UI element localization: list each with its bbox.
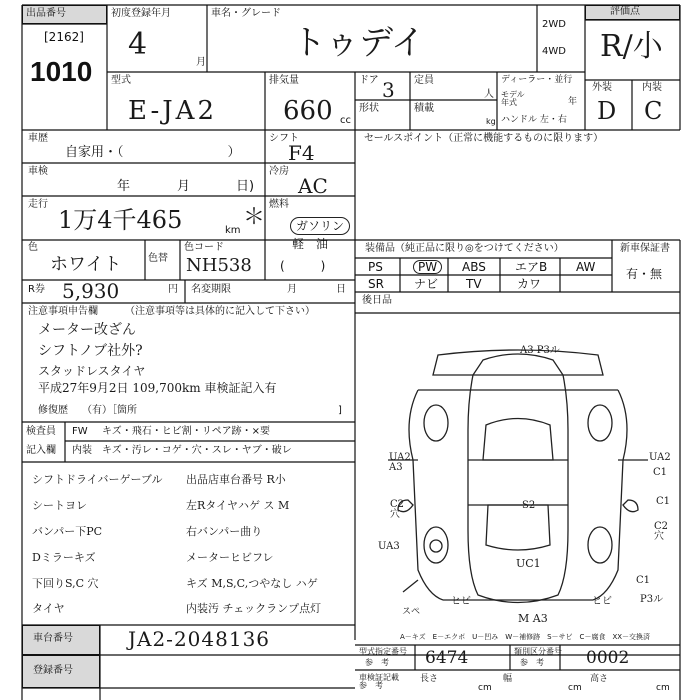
diagram-mark: P3ル: [640, 594, 664, 605]
ac-value: AC: [298, 174, 328, 198]
inspection-year: 年: [117, 179, 131, 194]
name-change-label: 名変期限: [191, 284, 231, 295]
repair-end: ]: [338, 405, 342, 416]
inspector-note-right: メーターヒビフレ: [186, 551, 274, 564]
inspection-month: 月: [177, 179, 191, 194]
diagram-mark: C1: [636, 575, 651, 586]
width-label: 幅: [503, 674, 513, 684]
checks-row1-tag: FW: [72, 426, 88, 437]
model-year-label: モデル年式: [501, 90, 525, 107]
int-value: C: [644, 97, 663, 125]
model-year-unit: 年: [568, 97, 578, 107]
checks-row1: キズ・飛石・ヒビ割・リペア跡・×要: [102, 426, 270, 437]
fuel-paren: ( ): [280, 259, 326, 273]
dealer-label: ディーラー・並行: [501, 75, 573, 85]
equip-tv: TV: [466, 277, 482, 291]
warranty-label: 新車保証書: [620, 243, 670, 254]
first-reg-month: 月: [196, 57, 206, 68]
history-label: 車歴: [28, 133, 48, 144]
handle-label: ハンドル 左・右: [501, 115, 567, 125]
drive-2wd: 2WD: [542, 19, 566, 30]
note-line-2: シフトノブ社外?: [38, 343, 143, 359]
int-label: 内装: [642, 82, 662, 93]
equip-sr: SR: [368, 277, 384, 291]
cert-label: 車検証記載 参 考: [359, 673, 399, 690]
diagram-mark: C1: [656, 496, 671, 507]
color-swap-label: 色替: [148, 253, 168, 264]
mileage-mark: ＊: [243, 205, 266, 230]
model-label: 型式: [111, 75, 131, 86]
width-unit: cm: [568, 683, 582, 693]
length-label: 長さ: [420, 674, 439, 684]
color-code-value: NH538: [186, 255, 252, 276]
diagram-mark: C1: [653, 467, 668, 478]
capacity-label: 定員: [414, 75, 434, 86]
color-value: ホワイト: [50, 254, 122, 275]
inspector-note-left: シートヨレ: [32, 499, 87, 512]
grade-label: 評価点: [610, 6, 640, 17]
doors-label: ドア: [359, 75, 379, 86]
inspector-note-right: 出品店車台番号 R小: [186, 473, 286, 486]
model-value: E-JA2: [128, 96, 217, 126]
checks-row2-tag: 内装: [72, 445, 92, 456]
sales-point-label: セールスポイント（正常に機能するものに限ります）: [364, 133, 604, 144]
grade-value: R/小: [600, 29, 663, 64]
repair-label: 修復歴: [38, 405, 68, 416]
height-unit: cm: [656, 683, 670, 693]
equipment-label: 装備品（純正品に限り◎をつけてください）: [365, 243, 564, 254]
capacity-unit: 人: [484, 89, 494, 100]
mileage-value: 1万4千465: [58, 206, 183, 234]
checks-label-1: 検査員: [26, 426, 56, 437]
mileage-unit: km: [225, 225, 241, 236]
car-body-diagram: [358, 330, 678, 620]
inspector-note-left: シフトドライバーゲーブル: [32, 473, 163, 486]
ext-value: D: [597, 97, 617, 125]
checks-label-2: 記入欄: [26, 445, 56, 456]
fuel-label: 燃料: [269, 199, 289, 210]
name-change-day: 日: [336, 284, 346, 295]
fuel-gasoline: ガソリン: [290, 217, 350, 235]
first-reg-label: 初度登録年月: [111, 8, 171, 19]
diagram-legend: A－キズ E－エクボ U－凹み W－補修跡 S－サビ C－腐食 XX－交換済: [400, 633, 651, 641]
class-value: 0002: [586, 648, 630, 668]
car-name-value: トゥデイ: [292, 23, 425, 63]
doors-value: 3: [382, 78, 395, 102]
diagram-mark: スペ: [402, 607, 421, 617]
type-ref: 参 考: [365, 658, 389, 667]
type-label: 型式指定番号: [359, 647, 407, 656]
after-items-label: 後日品: [362, 295, 392, 306]
inspector-note-left: Dミラーキズ: [32, 551, 96, 564]
warranty-value: 有・無: [626, 267, 663, 281]
ext-label: 外装: [592, 82, 612, 93]
diagram-mark: UA2 A3: [389, 452, 411, 473]
checks-row2: キズ・汚レ・コゲ・穴・スレ・ヤブ・破レ: [102, 445, 292, 456]
inspector-note-left: バンパー下PC: [32, 525, 103, 538]
lot-number: 1010: [30, 56, 93, 87]
diagram-mark: A3 P3ル: [520, 345, 560, 356]
chassis-value: JA2-2048136: [128, 627, 271, 651]
equip-ps: PS: [368, 260, 383, 274]
equip-leather: カワ: [517, 277, 542, 291]
engine-value: 660: [283, 96, 333, 126]
car-name-label: 車名・グレード: [211, 8, 281, 19]
class-ref: 参 考: [520, 658, 544, 667]
diagram-mark: UA3: [378, 541, 400, 552]
notes-sub: （注意事項等は具体的に記入して下さい）: [125, 306, 315, 317]
inspector-note-right: キズ M,S,C,つやなし ハゲ: [186, 577, 318, 590]
drive-4wd: 4WD: [542, 46, 566, 57]
notes-label: 注意事項申告欄: [28, 306, 98, 317]
inspection-label: 車検: [28, 166, 48, 177]
class-label: 類別区分番号: [514, 647, 562, 656]
diagram-mark: C2 穴: [390, 499, 405, 520]
diagram-mark: M A3: [518, 612, 548, 625]
color-label: 色: [28, 242, 38, 253]
diagram-mark: C2 穴: [654, 521, 669, 542]
engine-label: 排気量: [269, 75, 299, 86]
shift-label: シフト: [269, 133, 299, 144]
note-line-4: 平成27年9月2日 109,700km 車検証記入有: [38, 381, 277, 395]
shift-value: F4: [288, 141, 315, 165]
diagram-mark: UC1: [516, 557, 541, 570]
inspector-note-right: 内装汚 チェックランプ点灯: [186, 602, 322, 615]
equip-airbag: エアB: [515, 260, 548, 274]
lot-label: 出品番号: [26, 8, 66, 19]
ac-label: 冷房: [269, 166, 289, 177]
repair-value: （有）［箇所: [82, 405, 137, 416]
name-change-month: 月: [287, 284, 297, 295]
recycle-unit: 円: [168, 284, 178, 295]
inspector-note-right: 右バンパー曲り: [186, 525, 263, 538]
engine-unit: cc: [340, 115, 351, 126]
mileage-label: 走行: [28, 199, 48, 210]
color-code-label: 色コード: [184, 242, 224, 253]
note-line-3: スタッドレスタイヤ: [38, 364, 146, 378]
diagram-mark: ヒビ: [592, 596, 612, 607]
recycle-label: R券: [28, 284, 45, 295]
chassis-label: 車台番号: [33, 633, 73, 644]
equip-pw: PW: [413, 260, 442, 274]
registration-label: 登録番号: [33, 665, 73, 676]
note-line-1: メーター改ざん: [38, 322, 136, 338]
shape-label: 形状: [359, 103, 379, 114]
diagram-mark: ヒビ: [451, 596, 471, 607]
lot-code: [2162]: [44, 30, 84, 44]
recycle-value: 5,930: [62, 279, 120, 303]
first-reg-year: 4: [128, 27, 148, 62]
diagram-mark: UA2: [649, 452, 671, 463]
load-unit: kg: [486, 117, 496, 126]
height-label: 高さ: [590, 674, 609, 684]
length-unit: cm: [478, 683, 492, 693]
equip-aw: AW: [576, 260, 596, 274]
history-value: 自家用・（ ）: [65, 145, 241, 160]
diagram-mark: S2: [522, 500, 536, 511]
inspector-note-left: 下回りS,C 穴: [32, 577, 99, 590]
inspection-day: 日): [236, 179, 255, 194]
type-value: 6474: [425, 648, 469, 668]
load-label: 積載: [414, 103, 434, 114]
equip-navi: ナビ: [414, 277, 439, 291]
fuel-diesel: 軽 油: [292, 237, 329, 251]
equip-abs: ABS: [462, 260, 486, 274]
inspector-note-left: タイヤ: [32, 602, 65, 615]
inspector-note-right: 左Rタイヤハゲ ス M: [186, 499, 290, 512]
